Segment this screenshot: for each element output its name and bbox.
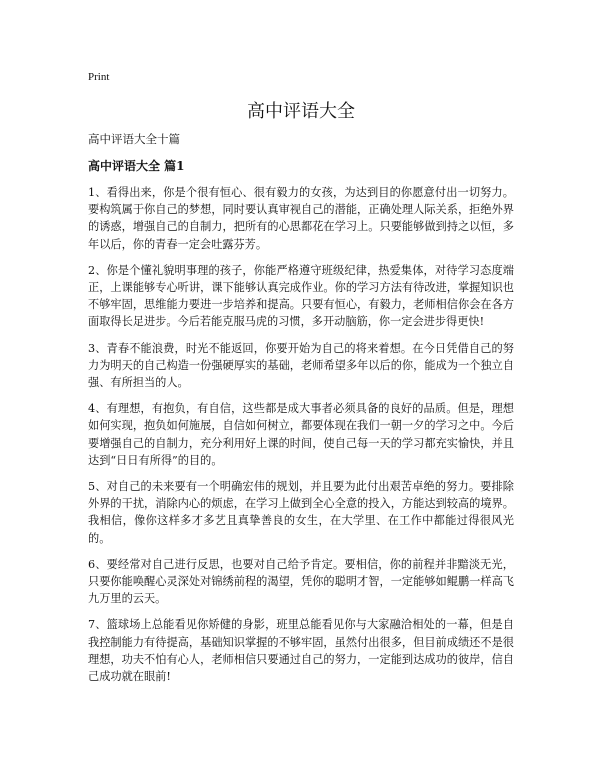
page-title: 高中评语大全 <box>247 101 355 122</box>
paragraph-list <box>88 184 514 694</box>
paragraph-2: 2、你是个懂礼貌明事理的孩子，你能严格遵守班级纪律，热爱集体，对待学习态度端正，上课能够专心听讲，课下能够认真完成作业。你的学习方法有待改进，掌握知识也不够牢固，思维能力要进一步培养和提高。只要有恒心，有毅力，老师相信你会在各方面取得长足进步。今后若能克服马虎的习惯，多开动脑筋，你一定会进步得更快! <box>88 263 514 329</box>
section-heading: 高中评语大全 篇1 <box>88 159 185 173</box>
document-subtitle: 高中评语大全十篇 <box>88 132 180 146</box>
paragraph-7: 7、篮球场上总能看见你矫健的身影，班里总能看见你与大家融洽相处的一幕，但是自我控制能力有待提高，基础知识掌握的不够牢固，虽然付出很多，但目前成绩还不是很理想，功夫不怕有心人，老师相信只要通过自己的努力，一定能到达成功的彼岸，信自己成功就在眼前! <box>88 618 514 684</box>
paragraph-1: 1、看得出来，你是个很有恒心、很有毅力的女孩，为达到目的你愿意付出一切努力。要构筑属于你自己的梦想，同时要认真审视自己的潜能，正确处理人际关系，拒绝外界的诱惑，增强自己的自制力，把所有的心思都花在学习上。只要能够做到持之以恒，多年以后，你的青春一定会吐露芬芳。 <box>88 186 514 251</box>
paragraph-4: 4、有理想，有抱负，有自信，这些都是成大事者必须具备的良好的品质。但是，理想如何实现，抱负如何施展，自信如何树立，都要体现在我们一朝一夕的学习之中。今后要增强自己的自制力，充分利用好上课的时间，使自己每一天的学习都充实愉快，并且达到“日日有所得”的目的。 <box>88 402 514 467</box>
paragraph-3: 3、青春不能浪费，时光不能返回，你要开始为自己的将来着想。在今日凭借自己的努力为明天的自己构造一份强硬厚实的基础，老师希望多年以后的你，能成为一个独立自强、有所担当的人。 <box>88 341 514 390</box>
print-label: Print <box>88 71 110 83</box>
paragraph-5: 5、对自己的未来要有一个明确宏伟的规划，并且要为此付出艰苦卓绝的努力。要排除外界的干扰，消除内心的烦虑，在学习上做到全心全意的投入，方能达到较高的境界。我相信，像你这样多才多艺且真挚善良的女生，在大学里、在工作中都能过得很风光的。 <box>88 480 514 545</box>
paragraph-6: 6、要经常对自己进行反思，也要对自己给予肯定。要相信，你的前程并非黯淡无光，只要你能唤醒心灵深处对锦绣前程的渴望，凭你的聪明才智，一定能够如鲲鹏一样高飞九万里的云天。 <box>88 557 514 606</box>
